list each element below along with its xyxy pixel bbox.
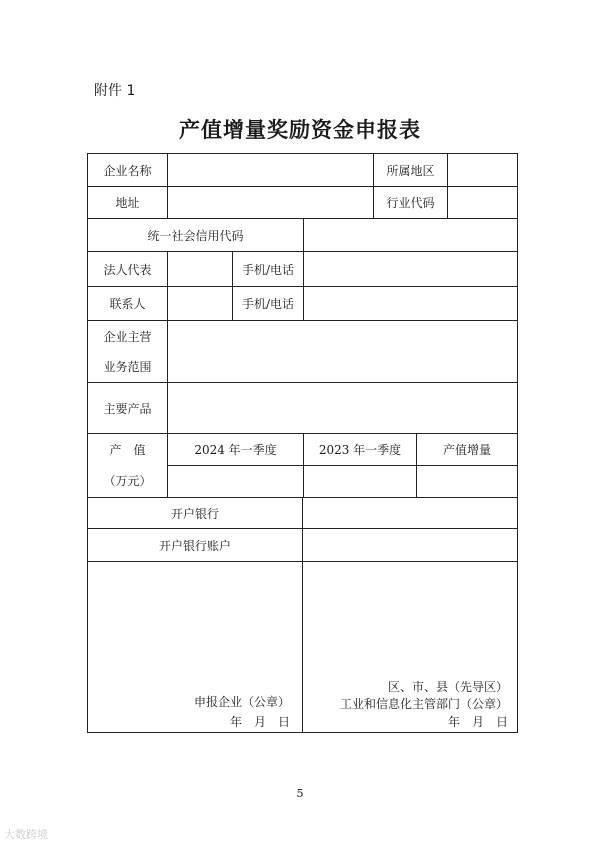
dept-seal-label: 工业和信息化主管部门（公章） <box>339 696 508 711</box>
label-phone-legal: 手机/电话 <box>241 262 295 277</box>
label-business-scope-line2: 业务范围 <box>103 359 152 374</box>
label-q1-2024: 2024 年一季度 <box>194 443 277 457</box>
label-output-increase: 产值增量 <box>442 443 491 457</box>
dept-date: 年 月 日 <box>447 714 508 729</box>
label-bank: 开户银行 <box>170 506 219 521</box>
label-output-unit: （万元） <box>103 473 152 488</box>
label-business-scope-line1: 企业主营 <box>103 329 152 344</box>
label-contact-person: 联系人 <box>109 297 146 311</box>
label-q1-2023: 2023 年一季度 <box>318 443 402 457</box>
applicant-seal-label: 申报企业（公章） <box>193 694 290 709</box>
form-title: 产值增量奖励资金申报表 <box>179 117 421 142</box>
label-main-products: 主要产品 <box>103 401 152 416</box>
attachment-label: 附件 1 <box>94 83 136 99</box>
label-industry-code: 行业代码 <box>386 196 435 210</box>
label-company-name: 企业名称 <box>103 163 152 178</box>
watermark: 大数跨境 <box>4 828 48 841</box>
label-phone-contact: 手机/电话 <box>241 297 295 311</box>
page-number: 5 <box>296 787 304 800</box>
dept-line1: 区、市、县（先导区） <box>387 679 508 694</box>
label-bank-account: 开户银行账户 <box>158 538 231 553</box>
label-address: 地址 <box>115 196 140 210</box>
label-region: 所属地区 <box>386 163 435 178</box>
label-legal-representative: 法人代表 <box>103 262 152 277</box>
applicant-date: 年 月 日 <box>229 714 290 729</box>
label-credit-code: 统一社会信用代码 <box>147 228 244 243</box>
label-output-value: 产 值 <box>109 442 146 457</box>
